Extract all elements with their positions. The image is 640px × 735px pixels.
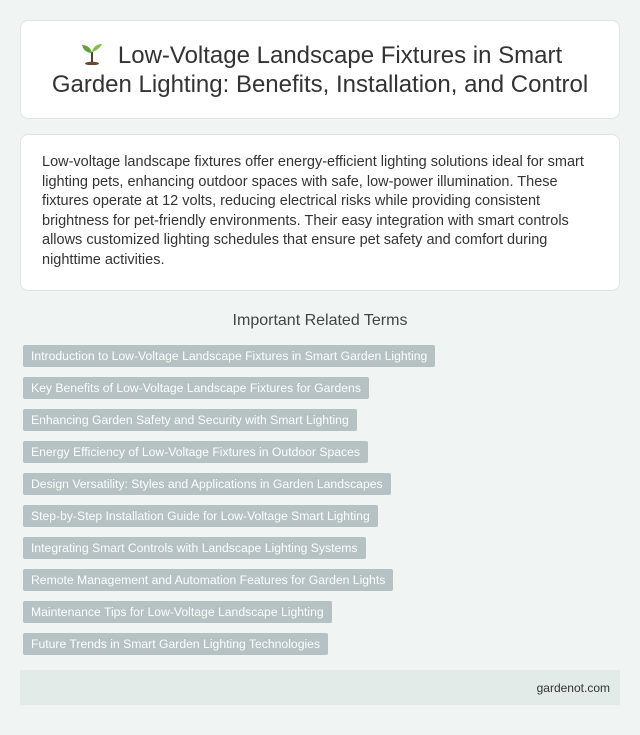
page-title <box>21 41 619 99</box>
related-term-link[interactable]: Energy Efficiency of Low-Voltage Fixtures in Outdoor Spaces <box>23 441 368 463</box>
related-term-link[interactable]: Enhancing Garden Safety and Security with Smart Lighting <box>23 409 357 431</box>
title-card <box>20 20 620 119</box>
related-term-link[interactable]: Maintenance Tips for Low-Voltage Landscape Lighting <box>23 601 332 623</box>
related-term-link[interactable]: Design Versatility: Styles and Applications in Garden Landscapes <box>23 473 391 495</box>
related-terms-list <box>23 345 623 665</box>
related-term-link[interactable]: Step-by-Step Installation Guide for Low-Voltage Smart Lighting <box>23 505 378 527</box>
related-term-link[interactable]: Integrating Smart Controls with Landscape Lighting Systems <box>23 537 366 559</box>
footer <box>20 670 620 705</box>
related-term-link[interactable]: Future Trends in Smart Garden Lighting Technologies <box>23 633 328 655</box>
related-term-link[interactable]: Key Benefits of Low-Voltage Landscape Fixtures for Gardens <box>23 377 369 399</box>
related-term-link[interactable]: Introduction to Low-Voltage Landscape Fixtures in Smart Garden Lighting <box>23 345 435 367</box>
sprout-icon <box>78 41 106 65</box>
related-terms-heading: Important Related Terms <box>232 312 408 329</box>
intro-paragraph: Low-voltage landscape fixtures offer energy-efficient lighting solutions ideal for smart lighting pets, enhancing outdoor spaces with safe, low-power illumination. These fixtures operate at 12 volts, reducing electrical risks while providing consistent brightness for pet-friendly environments. Their easy integration with smart controls allows customized lighting schedules that ensure pet safety and comfort during nighttime activities. <box>42 154 584 268</box>
footer-site-name: gardenot.com <box>536 680 610 695</box>
related-term-link[interactable]: Remote Management and Automation Features for Garden Lights <box>23 569 393 591</box>
intro-card <box>20 134 620 291</box>
page-title-text: Low-Voltage Landscape Fixtures in Smart Garden Lighting: Benefits, Installation, and Control <box>51 41 589 98</box>
